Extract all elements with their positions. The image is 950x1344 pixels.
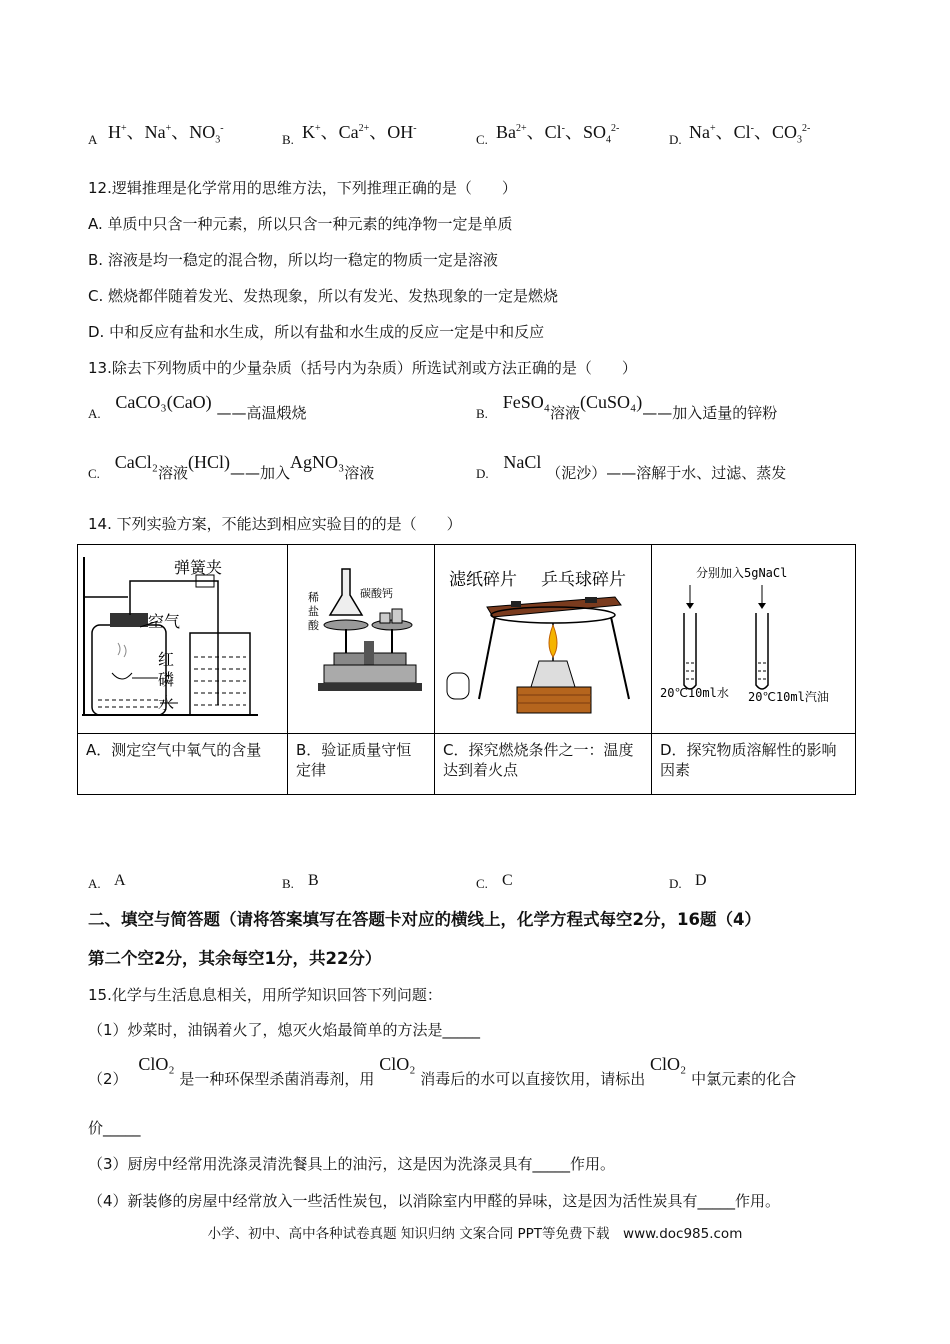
caption-c: C．探究燃烧条件之一：温度达到着火点: [435, 734, 652, 795]
q15-part-4: （4）新装修的房屋中经常放入一些活性炭包，以消除室内甲醛的异味，这是因为活性炭具有_____作用。: [88, 1192, 781, 1210]
q11-options: A H+、Na+、$NO_3^-$ B. K+、$Ca^{2+}$、OH- C. $Ba^{2+}$、Cl-、$SO_4^{2-}$ D. Na+、Cl-、$CO_3^{2-}$: [88, 118, 858, 158]
q12-option-d: D. 中和反应有盐和水生成，所以有盐和水生成的反应一定是中和反应: [88, 323, 545, 341]
q14-stem: 14. 下列实验方案，不能达到相应实验目的的是（ ）: [88, 515, 462, 533]
fig-b-cell: [288, 545, 435, 734]
q12-option-b: B. 溶液是均一稳定的混合物，所以均一稳定的物质一定是溶液: [88, 251, 498, 269]
q12-stem: 12.逻辑推理是化学常用的思维方法，下列推理正确的是（ ）: [88, 179, 517, 197]
fig-d-solubility: [652, 545, 855, 733]
section-2-title-line-1: 二、填空与简答题（请将答案填写在答题卡对应的横线上，化学方程式每空2分，16题（4）: [88, 910, 761, 929]
q11-option-a-formula: H+、Na+、$NO_3^-$: [108, 122, 224, 146]
fig-b-drawing: [288, 545, 434, 733]
clo2-formula-1: ClO₂: [138, 1054, 175, 1074]
caption-a: A．测定空气中氧气的含量: [78, 734, 288, 795]
q13-stem: 13.除去下列物质中的少量杂质（括号内为杂质）所选试剂或方法正确的是（ ）: [88, 359, 637, 377]
fig-a-label-red: 红: [158, 650, 175, 669]
fig-c-label-ball: 乒乓球碎片: [541, 570, 626, 590]
fig-a-label-air: 空气: [148, 612, 181, 631]
fig-d-label-gasoline: 20℃10ml汽油: [748, 690, 829, 704]
q12-option-a: A. 单质中只含一种元素，所以只含一种元素的纯净物一定是单质: [88, 215, 513, 233]
fig-c-combustion: [435, 545, 651, 733]
q13-option-d: D. NaCl （泥沙）——溶解于水、过滤、蒸发: [476, 452, 787, 482]
fig-a-drawing: [78, 545, 287, 733]
q14-answer-options: A. A B. B C. C D. D: [88, 872, 707, 891]
fig-b-label-acid-1: 稀: [308, 591, 319, 604]
q15-stem: 15.化学与生活息息相关，用所学知识回答下列问题：: [88, 986, 442, 1004]
clo2-formula-3: ClO₂: [650, 1054, 687, 1074]
fig-a-label-water: 水: [158, 694, 175, 713]
fig-b-label-caco3: 碳酸钙: [360, 587, 393, 600]
fig-d-label-water: 20℃10ml水: [660, 686, 729, 700]
q11-option-d-formula: Na+、Cl-、$CO_3^{2-}$: [689, 122, 811, 146]
q15-part-1: （1）炒菜时，油锅着火了，熄灭火焰最简单的方法是_____: [88, 1021, 481, 1039]
fig-a-oxygen-apparatus: [78, 545, 287, 733]
q15-part-2-cont: 价_____: [88, 1119, 141, 1137]
clo2-formula-2: ClO₂: [379, 1054, 416, 1074]
fig-a-cell: [78, 545, 288, 734]
q14-experiment-table: [77, 544, 856, 795]
q11-option-b-formula: K+、$Ca^{2+}$、OH-: [302, 122, 417, 142]
q12-option-c: C. 燃烧都伴随着发光、发热现象，所以有发光、发热现象的一定是燃烧: [88, 287, 559, 305]
fig-b-balance: [288, 545, 434, 733]
fig-b-label-acid-2: 盐: [308, 605, 319, 618]
q13-option-b: B. FeSO₄溶液(CuSO₄)——加入适量的锌粉: [476, 392, 778, 422]
q15-part-3: （3）厨房中经常用洗涤灵清洗餐具上的油污，这是因为洗涤灵具有_____作用。: [88, 1155, 616, 1173]
caption-d: D．探究物质溶解性的影响因素: [652, 734, 856, 795]
fig-a-label-phos: 磷: [158, 670, 175, 689]
q13-option-c: C. CaCl₂溶液(HCl)——加入AgNO₃溶液: [88, 452, 375, 482]
fig-d-label-top: 分别加入5gNaCl: [696, 566, 788, 580]
fig-d-drawing: [652, 545, 852, 733]
page-footer: 小学、初中、高中各种试卷真题 知识归纳 文案合同 PPT等免费下载 www.doc985.com: [207, 1226, 743, 1242]
q11-option-c-formula: $Ba^{2+}$、Cl-、$SO_4^{2-}$: [496, 122, 620, 146]
fig-c-label-paper: 滤纸碎片: [449, 570, 517, 590]
fig-c-cell: [435, 545, 652, 734]
fig-d-cell: [652, 545, 856, 734]
q15-part-2: （2） ClO₂ 是一种环保型杀菌消毒剂，用 ClO₂ 消毒后的水可以直接饮用，请标出 ClO₂ 中氯元素的化合: [88, 1054, 797, 1088]
q13-option-a: A. CaCO₃(CaO) ——高温煅烧: [88, 392, 307, 422]
fig-a-label-clip: 弹簧夹: [174, 558, 223, 577]
fig-b-label-acid-3: 酸: [308, 619, 319, 632]
fig-c-drawing: [435, 545, 651, 733]
caption-b: B．验证质量守恒定律: [288, 734, 435, 795]
section-2-title-line-2: 第二个空2分，其余每空1分，共22分）: [88, 949, 382, 968]
